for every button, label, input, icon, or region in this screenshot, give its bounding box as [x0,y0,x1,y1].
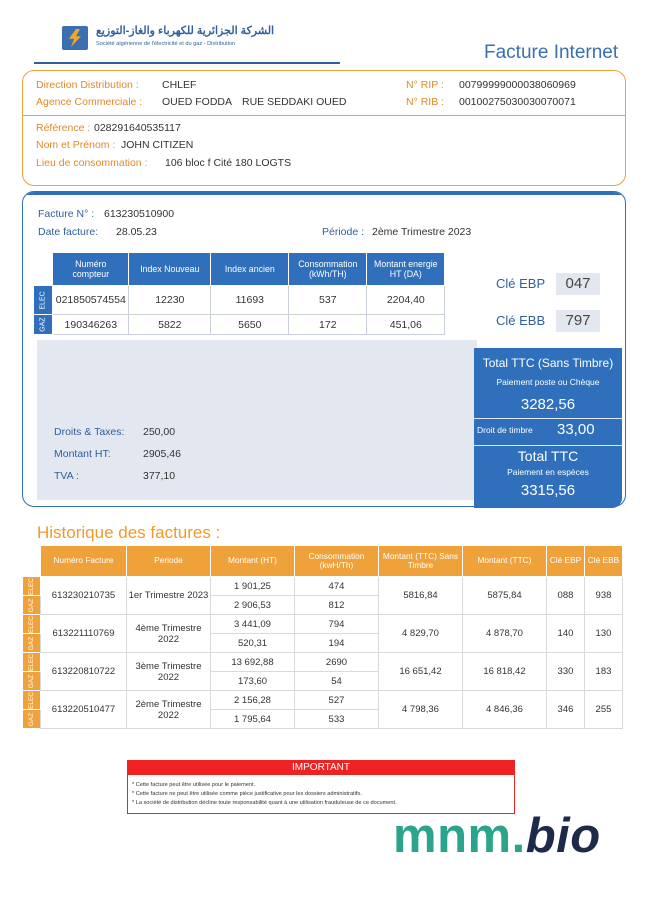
facture-label: Facture N° : [38,208,95,220]
timbre-value: 33,00 [557,421,595,438]
history-elec-ht: 1 901,25 [210,577,294,596]
totals-divider [474,445,622,446]
facture-value: 613230510900 [104,208,175,220]
type-label-gaz: GAZ [23,672,41,691]
cle-ebb-label: Clé EBB [496,313,546,328]
important-note: * Cette facture ne peut être utilisée comme pièce justificative pour les dossiers administratifs. [132,791,362,797]
history-periode: 1er Trimestre 2023 [126,577,210,615]
cle-ebp-label: Clé EBP [496,276,546,291]
meter-compteur: 190346263 [53,315,129,335]
history-numero: 613220510477 [40,691,126,729]
history-gaz-ht: 173,60 [210,672,294,691]
history-periode: 3ème Trimestre 2022 [126,653,210,691]
history-ttc: 16 818,42 [462,653,546,691]
history-gaz-conso: 533 [294,710,378,729]
agence-address: RUE SEDDAKI OUED [242,96,347,108]
history-ttc-sans-timbre: 16 651,42 [378,653,462,691]
important-notice [127,760,515,814]
history-gaz-conso: 194 [294,634,378,653]
history-ebb: 938 [584,577,622,615]
history-ttc-sans-timbre: 4 798,36 [378,691,462,729]
history-elec-ht: 2 156,28 [210,691,294,710]
panel-top-border [23,192,625,195]
history-elec-conso: 527 [294,691,378,710]
type-label-elec: ELEC [23,615,41,634]
date-value: 28.05.23 [116,226,157,238]
history-gaz-conso: 54 [294,672,378,691]
history-header-blank [23,546,41,577]
rib-label: N° RIB : [406,96,445,108]
type-label-gaz: GAZ [34,315,53,335]
history-row-elec [23,691,623,710]
history-elec-ht: 13 692,88 [210,653,294,672]
header-divider [34,62,340,64]
col-periode: Periode [126,546,210,577]
important-note: * La société de distribution décline toute responsabilité quant à une utilisation frauduleuse de ce document. [132,800,397,806]
periode-value: 2ème Trimestre 2023 [372,226,472,238]
col-ttc-sans-timbre: Montant (TTC) Sans Timbre [378,546,462,577]
col-montant-ht: Montant (HT) [210,546,294,577]
history-elec-conso: 474 [294,577,378,596]
important-note: * Cette facture peut être utilisée pour le paiement. [132,782,256,788]
direction-label: Direction Distribution : [36,79,139,91]
history-table [22,545,623,729]
meter-row-elec [34,286,445,315]
ttc-sans-timbre-value: 3282,56 [520,396,576,413]
history-elec-conso: 794 [294,615,378,634]
history-numero: 613230210735 [40,577,126,615]
col-index-ancien: Index ancien [211,253,289,286]
history-ttc-sans-timbre: 5816,84 [378,577,462,615]
meter-table [33,252,445,335]
droits-label: Droits & Taxes: [54,426,125,438]
history-elec-ht: 3 441,09 [210,615,294,634]
page-title: Facture Internet [484,42,619,63]
date-label: Date facture: [38,226,99,238]
lieu-label: Lieu de consommation : [36,157,148,169]
col-montant-ttc: Montant (TTC) [462,546,546,577]
col-index-nouveau: Index Nouveau [129,253,211,286]
meter-header-blank [34,253,53,286]
type-label-elec: ELEC [23,691,41,710]
meter-header-row [34,253,445,286]
col-numero-facture: Numéro Facture [40,546,126,577]
history-numero: 613220810722 [40,653,126,691]
meter-consommation: 172 [289,315,367,335]
tva-label: TVA : [54,470,79,482]
ttc-value: 3315,56 [520,482,576,499]
history-gaz-ht: 520,31 [210,634,294,653]
important-title: IMPORTANT [128,761,514,775]
meter-row-gaz [34,315,445,335]
paiement-poste-label: Paiement poste ou Chèque [496,377,600,387]
nom-label: Nom et Prénom : [36,139,116,151]
type-label-gaz: GAZ [23,596,41,615]
ttc-label: Total TTC [517,448,579,464]
montant-ht-value: 2905,46 [143,448,181,460]
history-ttc: 4 846,36 [462,691,546,729]
totals-box [474,348,622,508]
rip-value: 00799999000038060969 [459,79,576,91]
meter-index-nouveau: 5822 [129,315,211,335]
col-cle-ebb: Clé EBB [584,546,622,577]
history-ebp: 330 [546,653,584,691]
meter-consommation: 537 [289,286,367,315]
history-ebp: 346 [546,691,584,729]
rip-label: N° RIP : [406,79,444,91]
history-row-elec [23,653,623,672]
paiement-especes-label: Paiement en espèces [507,467,589,477]
col-cle-ebp: Clé EBP [546,546,584,577]
history-periode: 2ème Trimestre 2022 [126,691,210,729]
timbre-label: Droit de timbre [477,425,533,435]
history-title: Historique des factures : [37,523,221,542]
type-label-gaz: GAZ [23,634,41,653]
cle-ebp-value: 047 [556,273,600,295]
history-gaz-ht: 1 795,64 [210,710,294,729]
history-ttc: 5875,84 [462,577,546,615]
rib-value: 00100275030030070071 [459,96,576,108]
nom-value: JOHN CITIZEN [121,139,194,151]
history-elec-conso: 2690 [294,653,378,672]
panel-divider [23,115,625,116]
history-gaz-ht: 2 906,53 [210,596,294,615]
type-label-elec: ELEC [23,653,41,672]
ttc-sans-timbre-label: Total TTC (Sans Timbre) [482,356,614,370]
history-row-elec [23,577,623,596]
meter-index-ancien: 5650 [211,315,289,335]
type-label-elec: ELEC [34,286,53,315]
meter-montant: 451,06 [367,315,445,335]
col-consommation: Consommation (kwH/Th) [294,546,378,577]
cle-ebb-value: 797 [556,310,600,332]
meter-compteur: 021850574554 [53,286,129,315]
type-label-elec: ELEC [23,577,41,596]
history-numero: 613221110769 [40,615,126,653]
history-ebb: 183 [584,653,622,691]
company-name-arabic: الشركة الجزائرية للكهرباء والغاز-التوزيع [96,25,275,37]
lieu-value: 106 bloc f Cité 180 LOGTS [165,157,292,169]
reference-value: 028291640535117 [94,122,181,134]
periode-label: Période : [322,226,365,238]
direction-value: CHLEF [162,79,197,91]
history-ebb: 130 [584,615,622,653]
meter-montant: 2204,40 [367,286,445,315]
history-gaz-conso: 812 [294,596,378,615]
agence-label: Agence Commerciale : [36,96,143,108]
agence-value: OUED FODDA [162,96,233,108]
montant-ht-label: Montant HT: [54,448,111,460]
totals-divider [474,418,622,419]
history-periode: 4ème Trimestre 2022 [126,615,210,653]
company-logo [62,26,88,50]
history-ebp: 088 [546,577,584,615]
col-montant-energie: Montant energie HT (DA) [367,253,445,286]
history-ebb: 255 [584,691,622,729]
history-header-row [23,546,623,577]
type-label-gaz: GAZ [23,710,41,729]
meter-index-nouveau: 12230 [129,286,211,315]
reference-label: Référence : [36,122,91,134]
tva-value: 377,10 [143,470,176,482]
watermark-logo: mnm.bio [393,809,601,863]
history-ebp: 140 [546,615,584,653]
meter-index-ancien: 11693 [211,286,289,315]
company-name-french: Société algérienne de l'électricité et du gaz - Distribution [96,41,236,47]
history-row-elec [23,615,623,634]
droits-value: 250,00 [143,426,176,438]
col-consommation: Consommation (kWh/TH) [289,253,367,286]
history-ttc-sans-timbre: 4 829,70 [378,615,462,653]
summary-background [37,340,477,500]
history-ttc: 4 878,70 [462,615,546,653]
col-numero-compteur: Numéro compteur [53,253,129,286]
lightning-icon [65,29,85,47]
